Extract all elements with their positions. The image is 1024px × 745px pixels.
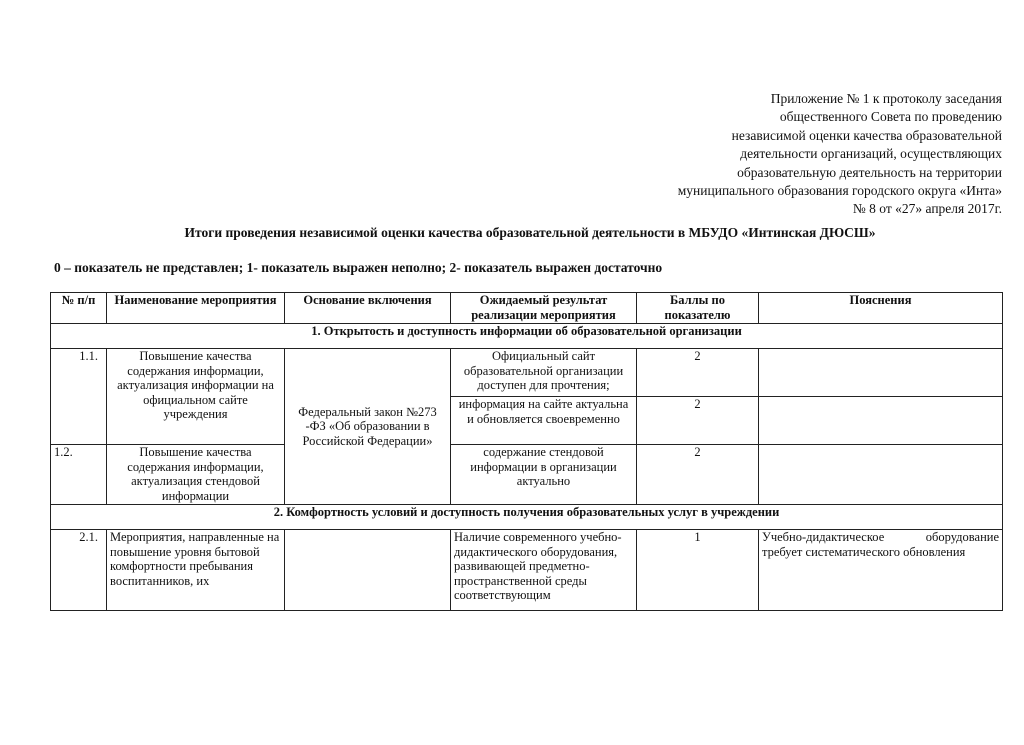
section-row — [51, 324, 1003, 349]
table-row — [51, 349, 1003, 397]
col-header-notes: Пояснения — [759, 293, 1003, 324]
col-header-basis: Основание включения — [285, 293, 451, 324]
row-number: 1.2. — [51, 445, 107, 505]
row-score: 2 — [637, 397, 759, 445]
table-row — [51, 445, 1003, 505]
header-line: деятельности организаций, осуществляющих — [740, 146, 1002, 162]
row-result: Наличие современного учебно-дидактического оборудования, развивающей предметно-пространственной среды соответствующим — [451, 530, 637, 611]
row-notes — [759, 397, 1003, 445]
row-basis: Федеральный закон №273 -ФЗ «Об образовании в Российской Федерации» — [285, 349, 451, 505]
row-score: 2 — [637, 349, 759, 397]
row-notes — [759, 349, 1003, 397]
row-result: информация на сайте актуальна и обновляется своевременно — [451, 397, 637, 445]
assessment-table — [50, 292, 1003, 611]
row-score: 1 — [637, 530, 759, 611]
header-line: Приложение № 1 к протоколу заседания — [770, 91, 1002, 106]
row-result: содержание стендовой информации в организации актуально — [451, 445, 637, 505]
header-line: независимой оценки качества образовательной — [731, 127, 1002, 143]
header-line: муниципального образования городского округа «Инта» — [677, 183, 1002, 199]
col-header-score: Баллы по показателю — [637, 293, 759, 324]
document-title: Итоги проведения независимой оценки качества образовательной деятельности в МБУДО «Интинская ДЮСШ» — [184, 225, 876, 240]
row-name: Повышение качества содержания информации, актуализация информации на официальном сайте учреждения — [107, 349, 285, 445]
header-line: общественного Совета по проведению — [779, 109, 1002, 125]
section-row — [51, 505, 1003, 530]
row-score: 2 — [637, 445, 759, 505]
table-header-row — [51, 293, 1003, 324]
header-line: № 8 от «27» апреля 2017г. — [852, 201, 1002, 217]
row-name: Повышение качества содержания информации, актуализация стендовой информации — [107, 445, 285, 505]
col-header-name: Наименование мероприятия — [107, 293, 285, 324]
section-title: 1. Открытость и доступность информации об образовательной организации — [51, 324, 1003, 349]
row-number: 1.1. — [51, 349, 107, 445]
col-header-result: Ожидаемый результат реализации мероприятия — [451, 293, 637, 324]
section-title: 2. Комфортность условий и доступность получения образовательных услуг в учреждении — [51, 505, 1003, 530]
table-row — [51, 530, 1003, 611]
row-notes: Учебно-дидактическое оборудование требует систематического обновления — [759, 530, 1003, 611]
col-header-number: № п/п — [51, 293, 107, 324]
row-notes — [759, 445, 1003, 505]
header-line: образовательную деятельность на территории — [737, 164, 1002, 180]
row-basis — [285, 530, 451, 611]
row-number: 2.1. — [51, 530, 107, 611]
row-name: Мероприятия, направленные на повышение уровня бытовой комфортности пребывания воспитанников, их — [107, 530, 285, 611]
row-result: Официальный сайт образовательной организации доступен для прочтения; — [451, 349, 637, 397]
protocol-header — [678, 90, 1002, 219]
score-legend: 0 – показатель не представлен; 1- показатель выражен неполно; 2- показатель выражен достаточно — [54, 260, 663, 275]
